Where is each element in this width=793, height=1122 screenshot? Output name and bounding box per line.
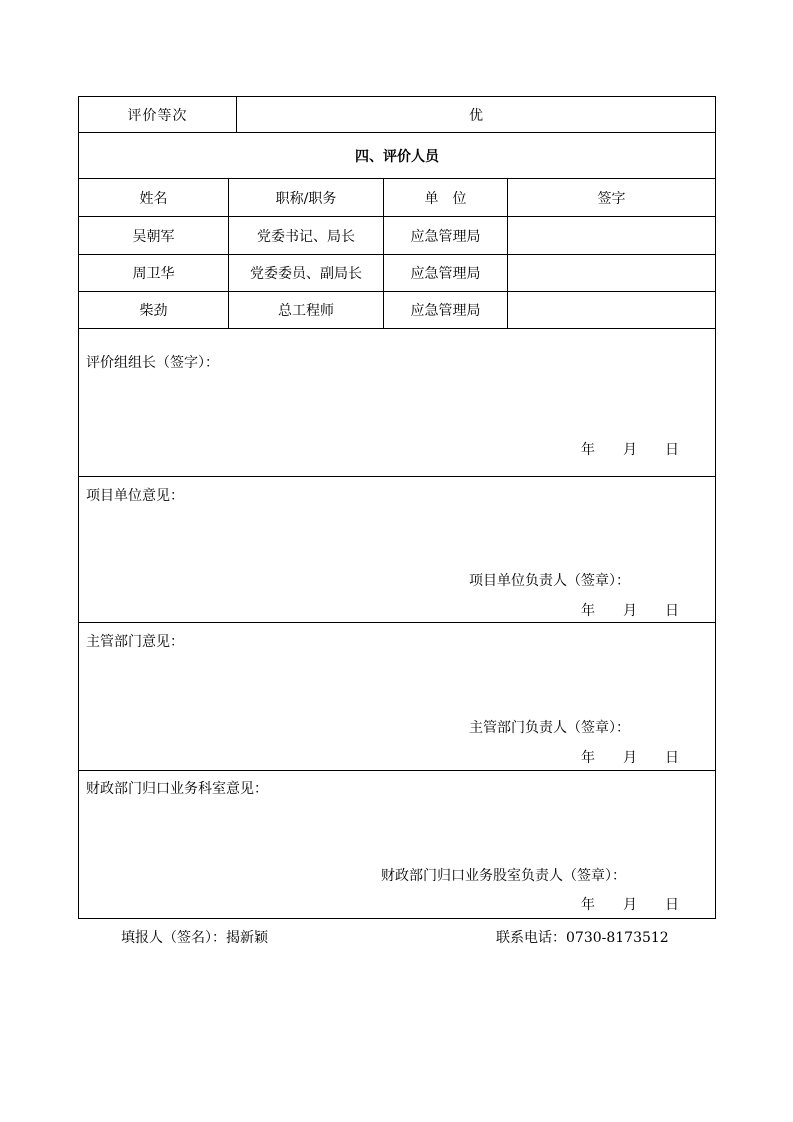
header-unit: 单 位 — [424, 190, 467, 207]
evaluator-title: 党委委员、副局长 — [250, 266, 362, 282]
section-divider — [78, 622, 716, 623]
project-unit-label: 项目单位意见： — [86, 488, 184, 504]
header-signature: 签字 — [597, 190, 626, 207]
group-leader-date: 年 月 日 — [581, 442, 679, 458]
finance-date: 年 月 日 — [581, 897, 679, 913]
project-unit-date: 年 月 日 — [581, 603, 679, 619]
section-title: 四、评价人员 — [355, 148, 439, 165]
evaluator-name: 周卫华 — [132, 266, 175, 282]
evaluator-name: 柴劲 — [139, 303, 168, 319]
grade-label: 评价等次 — [127, 107, 188, 124]
evaluator-unit: 应急管理局 — [410, 303, 481, 319]
section-divider — [78, 770, 716, 771]
grade-value: 优 — [469, 107, 483, 124]
evaluator-unit: 应急管理局 — [410, 266, 481, 282]
row-divider — [78, 328, 716, 329]
header-name: 姓名 — [139, 190, 168, 207]
group-leader-label: 评价组组长（签字）： — [86, 355, 219, 371]
supervisor-date: 年 月 日 — [581, 750, 679, 766]
footer-phone: 联系电话：0730-8173512 — [496, 930, 669, 946]
evaluator-signature[interactable] — [508, 292, 715, 328]
evaluator-unit: 应急管理局 — [410, 228, 481, 245]
finance-signer: 财政部门归口业务股室负责人（签章）： — [381, 868, 626, 884]
evaluator-signature[interactable] — [508, 255, 715, 291]
header-title: 职称/职务 — [275, 190, 337, 207]
section-divider — [78, 476, 716, 477]
evaluator-title: 党委书记、局长 — [257, 228, 355, 245]
supervisor-signer: 主管部门负责人（签章）： — [469, 720, 630, 736]
finance-label: 财政部门归口业务科室意见： — [86, 781, 268, 797]
evaluator-title: 总工程师 — [278, 303, 334, 319]
evaluator-signature[interactable] — [508, 217, 715, 254]
evaluator-name: 吴朝军 — [132, 228, 175, 245]
supervisor-label: 主管部门意见： — [86, 634, 184, 650]
footer-filler: 填报人（签名）：揭新颖 — [121, 930, 268, 946]
project-unit-signer: 项目单位负责人（签章）： — [469, 573, 630, 589]
